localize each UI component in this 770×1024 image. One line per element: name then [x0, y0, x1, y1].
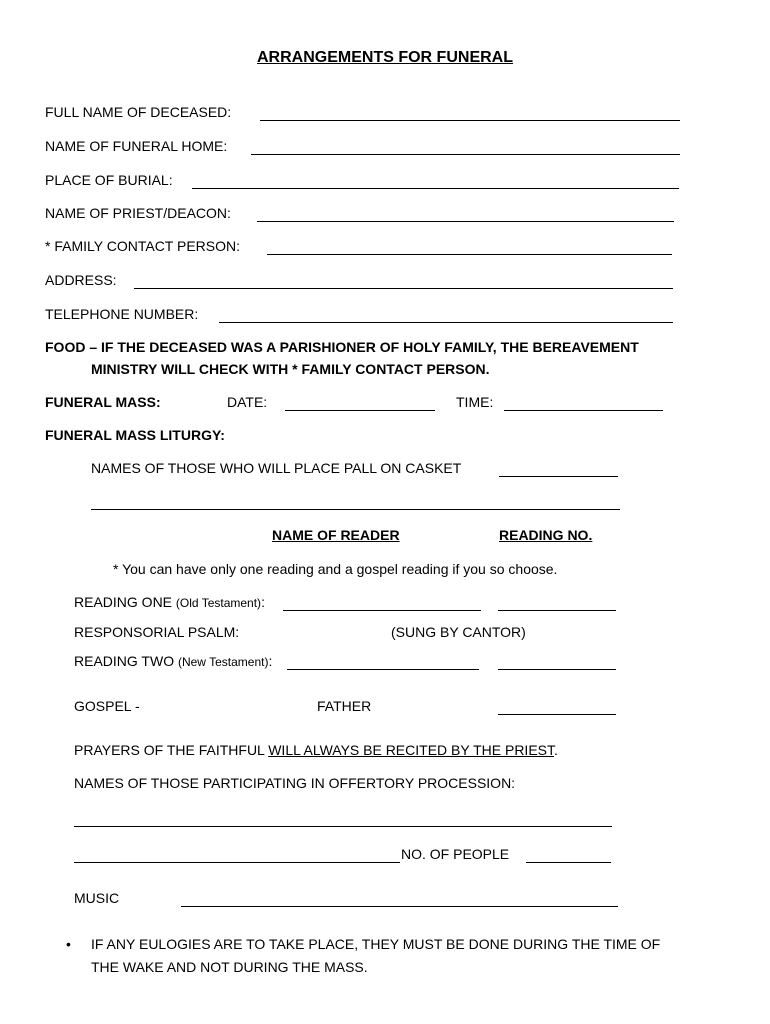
music-field[interactable]: [181, 906, 618, 907]
reading-two-row: READING TWO (New Testament):: [74, 653, 273, 669]
reading-one-row: READING ONE (Old Testament):: [74, 594, 265, 610]
priest-field[interactable]: [257, 221, 674, 222]
reading-one-label: READING ONE: [74, 594, 173, 610]
food-note-line2: MINISTRY WILL CHECK WITH * FAMILY CONTACT PERSON.: [91, 361, 490, 377]
reading-one-sub: (Old Testament): [175, 596, 262, 610]
funeral-home-label: NAME OF FUNERAL HOME:: [45, 138, 228, 154]
eulogy-note-line1: IF ANY EULOGIES ARE TO TAKE PLACE, THEY MUST BE DONE DURING THE TIME OF: [91, 936, 661, 952]
prayers-prefix: PRAYERS OF THE FAITHFUL: [74, 742, 265, 758]
offertory-field-1[interactable]: [74, 826, 612, 827]
reading-two-reader-field[interactable]: [287, 669, 479, 670]
contact-label: * FAMILY CONTACT PERSON:: [45, 238, 241, 254]
reading-two-sub: (New Testament): [177, 655, 269, 669]
music-label: MUSIC: [74, 890, 120, 906]
deceased-label: FULL NAME OF DECEASED:: [45, 104, 232, 120]
reading-one-reader-field[interactable]: [283, 610, 481, 611]
address-field[interactable]: [134, 288, 673, 289]
funeral-mass-label: FUNERAL MASS:: [45, 394, 161, 410]
prayers-suffix: .: [554, 742, 558, 758]
no-of-people-field[interactable]: [526, 862, 611, 863]
contact-field[interactable]: [267, 254, 672, 255]
telephone-field[interactable]: [219, 322, 673, 323]
priest-label: NAME OF PRIEST/DEACON:: [45, 205, 231, 221]
no-of-people-label: NO. OF PEOPLE: [401, 846, 510, 862]
funeral-home-field[interactable]: [251, 154, 680, 155]
reading-one-number-field[interactable]: [498, 610, 616, 611]
burial-label: PLACE OF BURIAL:: [45, 172, 173, 188]
offertory-field-2[interactable]: [74, 862, 400, 863]
reading-note: * You can have only one reading and a gospel reading if you so choose.: [113, 561, 558, 577]
gospel-label: GOSPEL -: [74, 698, 140, 714]
prayers-underlined: WILL ALWAYS BE RECITED BY THE PRIEST: [268, 742, 555, 758]
telephone-label: TELEPHONE NUMBER:: [45, 306, 199, 322]
deceased-field[interactable]: [260, 120, 680, 121]
psalm-label: RESPONSORIAL PSALM:: [74, 624, 240, 640]
pall-label: NAMES OF THOSE WHO WILL PLACE PALL ON CASKET: [91, 460, 462, 476]
reading-two-number-field[interactable]: [498, 669, 616, 670]
page-title: ARRANGEMENTS FOR FUNERAL: [257, 49, 513, 66]
time-field[interactable]: [504, 410, 663, 411]
gospel-number-field[interactable]: [498, 714, 616, 715]
sung-by-cantor: (SUNG BY CANTOR): [391, 624, 526, 640]
liturgy-label: FUNERAL MASS LITURGY:: [45, 427, 225, 443]
food-note-line1: FOOD – IF THE DECEASED WAS A PARISHIONER OF HOLY FAMILY, THE BEREAVEMENT: [45, 339, 639, 355]
reading-two-label: READING TWO: [74, 653, 175, 669]
gospel-father: FATHER: [317, 698, 372, 714]
prayers-line: [74, 742, 558, 758]
burial-field[interactable]: [192, 188, 679, 189]
date-field[interactable]: [285, 410, 435, 411]
eulogy-bullet: •: [66, 936, 71, 952]
reading-no-heading: READING NO.: [499, 527, 593, 543]
time-label: TIME:: [456, 394, 494, 410]
eulogy-note-line2: THE WAKE AND NOT DURING THE MASS.: [91, 959, 368, 975]
name-of-reader-heading: NAME OF READER: [272, 527, 400, 543]
date-label: DATE:: [227, 394, 268, 410]
offertory-label: NAMES OF THOSE PARTICIPATING IN OFFERTORY PROCESSION:: [74, 775, 516, 791]
address-label: ADDRESS:: [45, 272, 117, 288]
pall-field-2[interactable]: [91, 509, 620, 510]
pall-field-1[interactable]: [499, 476, 618, 477]
